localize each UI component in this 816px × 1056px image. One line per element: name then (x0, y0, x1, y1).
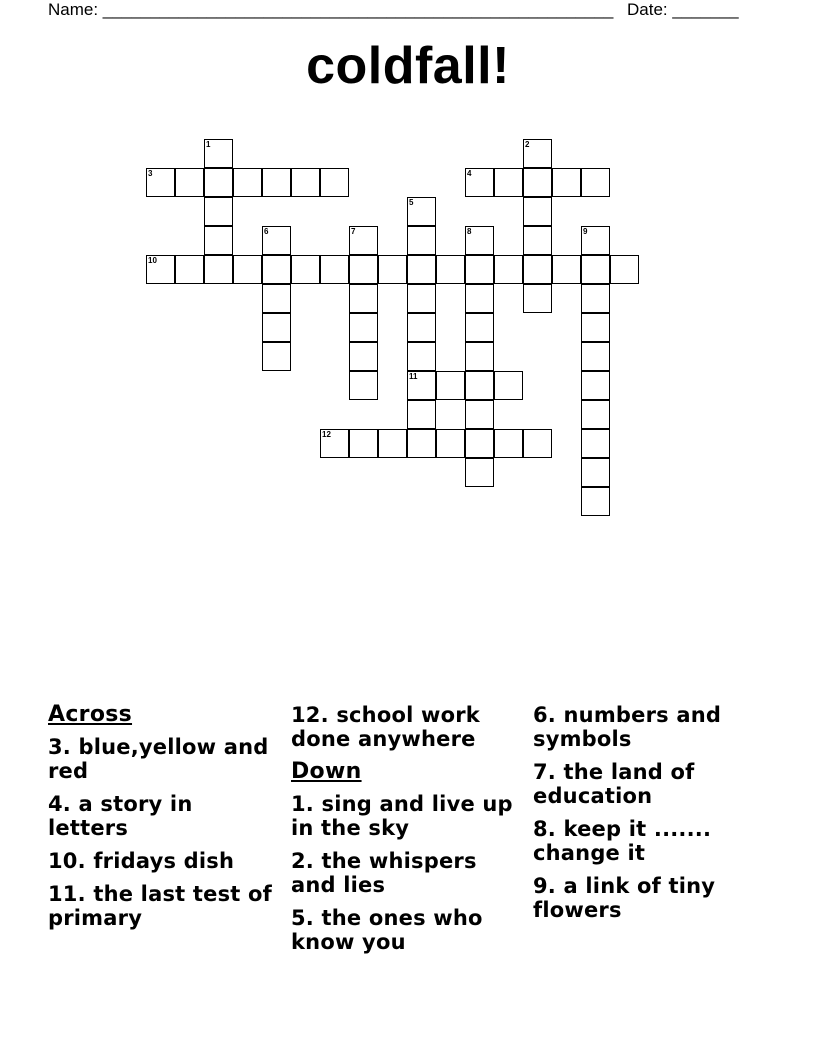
clue-number-label: 6 (264, 227, 269, 236)
grid-cell[interactable] (349, 313, 378, 342)
grid-cell[interactable] (581, 371, 610, 400)
grid-cell[interactable] (581, 342, 610, 371)
clue-across-12: 12. school work done anywhere (291, 703, 480, 751)
grid-cell[interactable] (291, 168, 320, 197)
grid-cell[interactable] (407, 429, 436, 458)
grid-cell[interactable] (233, 255, 262, 284)
clue-column-1 (48, 703, 278, 939)
grid-cell[interactable] (407, 284, 436, 313)
clue-across-11: 11. the last test of primary (48, 882, 272, 930)
grid-cell[interactable] (552, 168, 581, 197)
grid-cell[interactable] (349, 255, 378, 284)
grid-cell[interactable] (523, 139, 552, 168)
grid-cell[interactable] (262, 313, 291, 342)
name-field-label: Name: ______________________________________________________ (48, 0, 614, 19)
grid-cell[interactable] (581, 226, 610, 255)
grid-cell[interactable] (146, 255, 175, 284)
grid-cell[interactable] (204, 168, 233, 197)
grid-cell[interactable] (465, 371, 494, 400)
clue-across-3: 3. blue,yellow and red (48, 735, 269, 783)
grid-cell[interactable] (581, 313, 610, 342)
grid-cell[interactable] (581, 284, 610, 313)
grid-cell[interactable] (494, 371, 523, 400)
grid-cell[interactable] (581, 255, 610, 284)
grid-cell[interactable] (262, 168, 291, 197)
grid-cell[interactable] (291, 255, 320, 284)
grid-cell[interactable] (262, 255, 291, 284)
grid-cell[interactable] (320, 168, 349, 197)
clue-down-7: 7. the land of education (533, 760, 695, 808)
grid-cell[interactable] (465, 284, 494, 313)
grid-cell[interactable] (204, 197, 233, 226)
clue-down-6: 6. numbers and symbols (533, 703, 722, 751)
grid-cell[interactable] (146, 168, 175, 197)
clue-number-label: 1 (206, 140, 211, 149)
grid-cell[interactable] (523, 168, 552, 197)
clue-number-label: 7 (351, 227, 356, 236)
clue-down-9: 9. a link of tiny flowers (533, 874, 716, 922)
grid-cell[interactable] (349, 284, 378, 313)
grid-cell[interactable] (465, 168, 494, 197)
grid-cell[interactable] (233, 168, 262, 197)
grid-cell[interactable] (349, 226, 378, 255)
clue-column-2 (291, 703, 521, 963)
grid-cell[interactable] (465, 342, 494, 371)
clue-number-label: 11 (409, 372, 418, 381)
clue-number-label: 2 (525, 140, 530, 149)
grid-cell[interactable] (407, 255, 436, 284)
grid-cell[interactable] (581, 487, 610, 516)
grid-cell[interactable] (204, 255, 233, 284)
grid-cell[interactable] (407, 371, 436, 400)
grid-cell[interactable] (523, 284, 552, 313)
grid-cell[interactable] (349, 342, 378, 371)
grid-cell[interactable] (552, 255, 581, 284)
grid-cell[interactable] (494, 255, 523, 284)
grid-cell[interactable] (523, 197, 552, 226)
clue-number-label: 3 (148, 169, 153, 178)
clue-number-label: 9 (583, 227, 588, 236)
grid-cell[interactable] (407, 313, 436, 342)
clue-number-label: 10 (148, 256, 157, 265)
grid-cell[interactable] (204, 226, 233, 255)
clue-column-3 (533, 703, 763, 931)
grid-cell[interactable] (175, 255, 204, 284)
grid-cell[interactable] (262, 226, 291, 255)
grid-cell[interactable] (465, 458, 494, 487)
grid-cell[interactable] (581, 429, 610, 458)
grid-cell[interactable] (378, 429, 407, 458)
grid-cell[interactable] (523, 255, 552, 284)
down-heading: Down (291, 759, 362, 784)
grid-cell[interactable] (465, 226, 494, 255)
clue-down-2: 2. the whispers and lies (291, 849, 477, 897)
clue-down-5: 5. the ones who know you (291, 906, 483, 954)
grid-cell[interactable] (407, 400, 436, 429)
across-heading: Across (48, 702, 133, 727)
grid-cell[interactable] (523, 226, 552, 255)
grid-cell[interactable] (407, 197, 436, 226)
grid-cell[interactable] (262, 342, 291, 371)
clue-down-8: 8. keep it ....... change it (533, 817, 712, 865)
clue-number-label: 5 (409, 198, 414, 207)
grid-cell[interactable] (494, 429, 523, 458)
grid-cell[interactable] (610, 255, 639, 284)
clue-across-4: 4. a story in letters (48, 792, 193, 840)
grid-cell[interactable] (175, 168, 204, 197)
grid-cell[interactable] (581, 168, 610, 197)
grid-cell[interactable] (349, 371, 378, 400)
grid-cell[interactable] (523, 429, 552, 458)
grid-cell[interactable] (581, 400, 610, 429)
grid-cell[interactable] (465, 400, 494, 429)
grid-cell[interactable] (349, 429, 378, 458)
grid-cell[interactable] (436, 371, 465, 400)
clue-number-label: 12 (322, 430, 331, 439)
grid-cell[interactable] (407, 226, 436, 255)
grid-cell[interactable] (465, 255, 494, 284)
date-field-label: Date: _______ (627, 0, 739, 19)
grid-cell[interactable] (320, 255, 349, 284)
grid-cell[interactable] (320, 429, 349, 458)
grid-cell[interactable] (465, 313, 494, 342)
grid-cell[interactable] (465, 429, 494, 458)
grid-cell[interactable] (436, 255, 465, 284)
grid-cell[interactable] (494, 168, 523, 197)
clue-number-label: 8 (467, 227, 472, 236)
grid-cell[interactable] (262, 284, 291, 313)
grid-cell[interactable] (581, 458, 610, 487)
clue-down-1: 1. sing and live up in the sky (291, 792, 513, 840)
grid-cell[interactable] (436, 429, 465, 458)
page-title: coldfall! (306, 37, 510, 95)
grid-cell[interactable] (204, 139, 233, 168)
grid-cell[interactable] (378, 255, 407, 284)
grid-cell[interactable] (407, 342, 436, 371)
clue-across-10: 10. fridays dish (48, 849, 235, 873)
clue-number-label: 4 (467, 169, 472, 178)
